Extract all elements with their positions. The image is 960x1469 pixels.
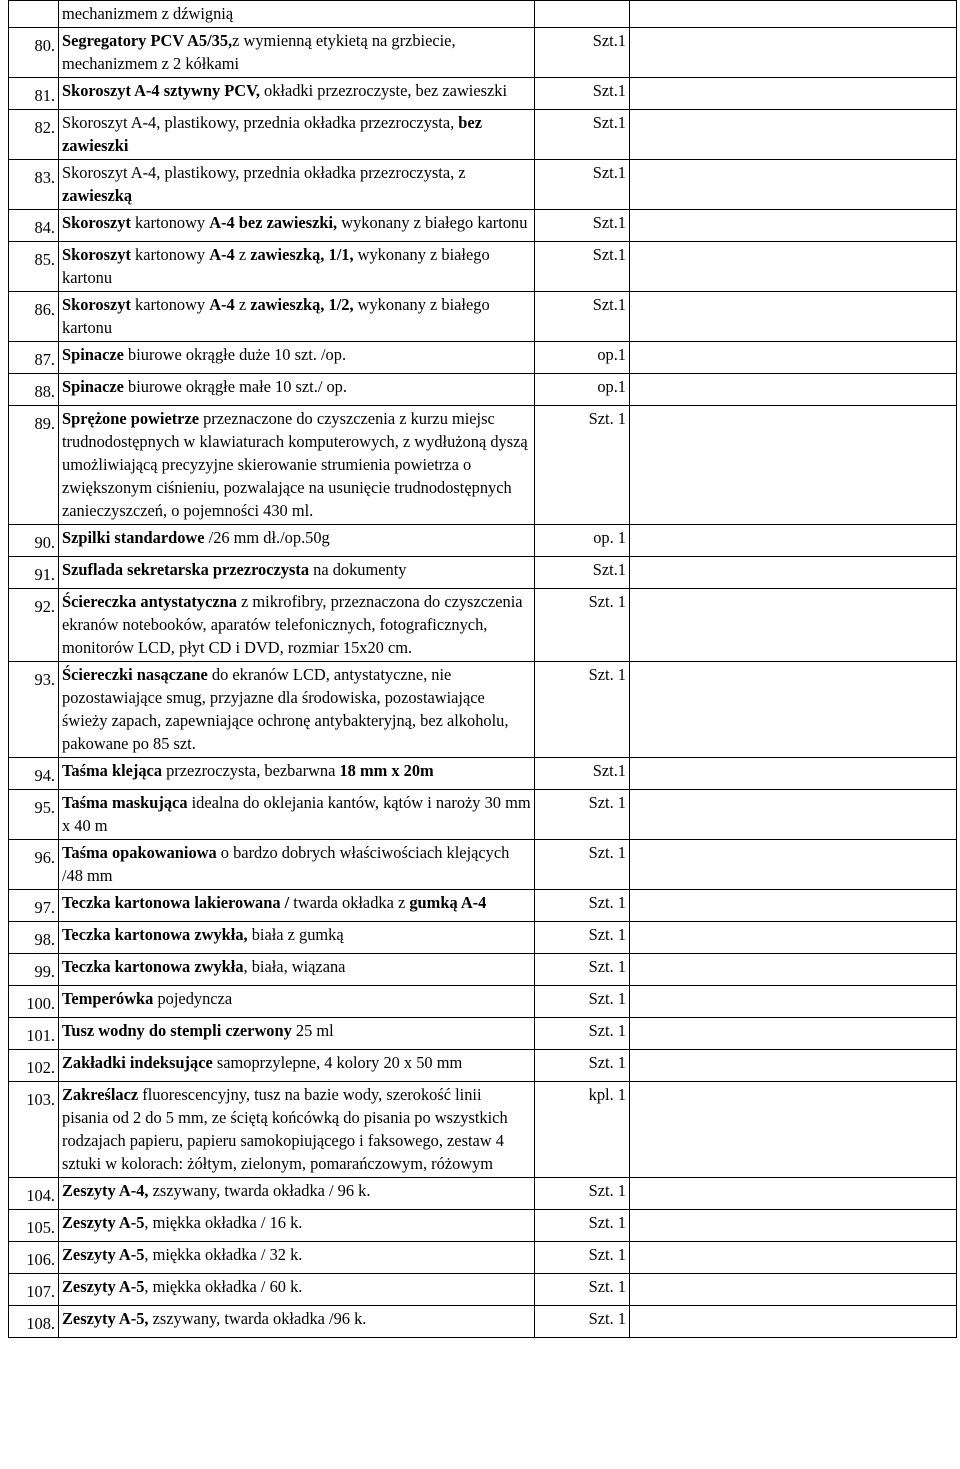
description-text: wykonany z białego kartonu [62,295,490,337]
item-empty-cell [630,986,957,1018]
item-number-text: 99. [34,962,55,981]
item-empty-cell [630,210,957,242]
description-text: mechanizmem z dźwignią [62,4,234,23]
description-bold-text: zawieszką, 1/1, [250,245,354,264]
item-number [9,242,59,292]
item-number-text: 93. [34,670,55,689]
item-number [9,1018,59,1050]
item-description [59,525,535,557]
item-empty-cell [630,758,957,790]
item-unit-quantity: Szt.1 [535,28,630,78]
item-empty-cell [630,1082,957,1178]
description-text: z mikrofibry, przeznaczona do czyszczenia ekranów notebooków, aparatów telefonicznych, fotograficznych, monitorów LCD, płyt CD i DVD, rozmiar 15x20 cm. [62,592,523,657]
item-empty-cell [630,160,957,210]
item-description [59,790,535,840]
description-bold-text: Spinacze [62,377,124,396]
description-text: przeznaczone do czyszczenia z kurzu miejsc trudnodostępnych w klawiaturach komputerowych, z wydłużoną dyszą umożliwiającą precyzyjne skierowanie strumienia powietrza o zwiększonym ciśnieniu, pozwalające na usunięcie trudnodostępnych zanieczyszczeń, o pojemności 430 ml. [62,409,528,520]
description-text: , miękka okładka / 16 k. [144,1213,303,1232]
item-description [59,1178,535,1210]
description-bold-text: Skoroszyt [62,245,131,264]
table-row [9,986,957,1018]
item-unit-quantity: Szt. 1 [535,1178,630,1210]
table-row [9,922,957,954]
item-number [9,890,59,922]
description-bold-text: Zeszyty A-5, [62,1309,149,1328]
item-unit-quantity: Szt. 1 [535,840,630,890]
item-number-text: 95. [34,798,55,817]
description-bold-text: Skoroszyt [62,295,131,314]
item-description [59,1,535,28]
table-row [9,890,957,922]
description-text: Skoroszyt A-4, plastikowy, przednia okładka przezroczysta, [62,113,459,132]
description-bold-text: 18 mm x 20m [339,761,434,780]
table-row [9,954,957,986]
item-description [59,1082,535,1178]
description-text: wykonany z białego kartonu [337,213,528,232]
item-description [59,890,535,922]
item-number-text: 90. [34,533,55,552]
item-number-text: 84. [34,218,55,237]
table-row [9,110,957,160]
item-empty-cell [630,790,957,840]
item-empty-cell [630,1050,957,1082]
description-text: biurowe okrągłe duże 10 szt. /op. [123,345,347,364]
item-number [9,1,59,28]
item-number [9,954,59,986]
description-bold-text: Taśma opakowaniowa [62,843,217,862]
description-bold-text: Zeszyty A-5 [62,1277,145,1296]
item-number-text: 97. [34,898,55,917]
item-number [9,1050,59,1082]
table-row [9,406,957,525]
description-bold-text: Skoroszyt A-4 sztywny PCV, [62,81,260,100]
item-number [9,662,59,758]
description-bold-text: Taśma klejąca [62,761,163,780]
description-bold-text: Spinacze [62,345,124,364]
item-number-text: 96. [34,848,55,867]
table-row [9,840,957,890]
item-description [59,840,535,890]
description-text: 25 ml [291,1021,334,1040]
description-text: biurowe okrągłe małe 10 szt./ op. [123,377,347,396]
description-bold-text: Sprężone powietrze [62,409,199,428]
table-row [9,28,957,78]
table-row [9,78,957,110]
item-unit-quantity: Szt. 1 [535,1242,630,1274]
item-empty-cell [630,890,957,922]
item-empty-cell [630,242,957,292]
description-text: samoprzylepne, 4 kolory 20 x 50 mm [212,1053,463,1072]
description-bold-text: zawieszką, 1/2, [250,295,354,314]
item-unit-quantity: op.1 [535,342,630,374]
item-number [9,1274,59,1306]
item-unit-quantity: Szt. 1 [535,406,630,525]
description-text: przezroczysta, bezbarwna [162,761,340,780]
item-number [9,1082,59,1178]
item-unit-quantity: Szt. 1 [535,1306,630,1338]
table-row [9,1274,957,1306]
item-empty-cell [630,922,957,954]
description-bold-text: Szuflada sekretarska przezroczysta [62,560,310,579]
item-description [59,1050,535,1082]
table-row [9,589,957,662]
description-bold-text: Zakładki indeksujące [62,1053,213,1072]
description-bold-text: Zeszyty A-5 [62,1213,145,1232]
description-bold-text: A-4 bez zawieszki, [209,213,338,232]
items-table [8,0,957,1338]
item-number [9,790,59,840]
item-empty-cell [630,557,957,589]
item-unit-quantity: op. 1 [535,525,630,557]
item-unit-quantity [535,1,630,28]
description-text: Skoroszyt A-4, plastikowy, przednia okładka przezroczysta, z [62,163,466,182]
item-description [59,210,535,242]
description-bold-text: bez zawieszki [62,113,482,155]
description-bold-text: Temperówka [62,989,154,1008]
item-empty-cell [630,589,957,662]
item-empty-cell [630,406,957,525]
item-number-text: 106. [26,1250,55,1269]
item-number [9,28,59,78]
item-description [59,557,535,589]
item-unit-quantity: Szt. 1 [535,1210,630,1242]
description-bold-text: Ściereczki nasączane [62,665,208,684]
items-table-body [9,1,957,1338]
item-number [9,406,59,525]
item-empty-cell [630,1178,957,1210]
item-unit-quantity: Szt. 1 [535,589,630,662]
description-bold-text: Skoroszyt [62,213,131,232]
item-empty-cell [630,1210,957,1242]
item-number-text: 102. [26,1058,55,1077]
item-unit-quantity: Szt. 1 [535,986,630,1018]
table-row [9,1242,957,1274]
item-empty-cell [630,954,957,986]
item-description [59,374,535,406]
description-bold-text: Ściereczka antystatyczna [62,592,237,611]
item-empty-cell [630,1,957,28]
item-unit-quantity: Szt. 1 [535,890,630,922]
item-number [9,342,59,374]
item-empty-cell [630,110,957,160]
description-bold-text: Taśma maskująca [62,793,188,812]
item-number [9,922,59,954]
description-text: , miękka okładka / 60 k. [144,1277,303,1296]
table-row [9,292,957,342]
item-description [59,110,535,160]
item-unit-quantity: Szt. 1 [535,662,630,758]
item-empty-cell [630,1274,957,1306]
item-number [9,160,59,210]
item-number-text: 98. [34,930,55,949]
item-unit-quantity: Szt. 1 [535,1018,630,1050]
item-number-text: 85. [34,250,55,269]
item-number [9,210,59,242]
description-text: zszywany, twarda okładka /96 k. [148,1309,367,1328]
item-description [59,922,535,954]
item-number-text: 92. [34,597,55,616]
item-empty-cell [630,342,957,374]
item-description [59,160,535,210]
item-number-text: 107. [26,1282,55,1301]
item-unit-quantity: Szt.1 [535,292,630,342]
table-row [9,342,957,374]
item-empty-cell [630,374,957,406]
description-bold-text: Zeszyty A-4, [62,1181,149,1200]
item-unit-quantity: Szt. 1 [535,1050,630,1082]
item-number-text: 101. [26,1026,55,1045]
table-row [9,525,957,557]
description-bold-text: Szpilki standardowe [62,528,205,547]
description-text: kartonowy [130,295,210,314]
item-empty-cell [630,1306,957,1338]
item-unit-quantity: Szt.1 [535,110,630,160]
table-row [9,160,957,210]
description-text: do ekranów LCD, antystatyczne, nie pozostawiające smug, przyjazne dla środowiska, pozostawiające świeży zapach, zapewniające ochronę antybakteryjną, bez alkoholu, pakowane po 85 szt. [62,665,509,753]
item-description [59,986,535,1018]
item-unit-quantity: Szt.1 [535,242,630,292]
table-row [9,1018,957,1050]
description-bold-text: Tusz wodny do stempli czerwony [62,1021,292,1040]
item-number [9,1210,59,1242]
item-empty-cell [630,1242,957,1274]
table-row [9,1082,957,1178]
description-bold-text: gumką A-4 [409,893,487,912]
description-text: twarda okładka z [289,893,410,912]
item-unit-quantity: Szt. 1 [535,1274,630,1306]
description-bold-text: A-4 [209,295,235,314]
table-row [9,1210,957,1242]
table-row [9,210,957,242]
description-text: kartonowy [130,245,210,264]
item-unit-quantity: op.1 [535,374,630,406]
item-unit-quantity: kpl. 1 [535,1082,630,1178]
description-bold-text: Teczka kartonowa lakierowana / [62,893,290,912]
description-text: z wymienną etykietą na grzbiecie, mechanizmem z 2 kółkami [62,31,456,73]
item-description [59,1306,535,1338]
description-text: fluorescencyjny, tusz na bazie wody, szerokość linii pisania od 2 do 5 mm, ze ściętą końcówką do pisania po wszystkich rodzajach papieru, papieru samokopiującego i faksowego, zestaw 4 sztuki w kolorach: żółtym, zielonym, pomarańczowym, różowym [62,1085,508,1173]
item-description [59,758,535,790]
item-description [59,292,535,342]
item-number [9,840,59,890]
table-row [9,242,957,292]
item-unit-quantity: Szt. 1 [535,954,630,986]
item-number-text: 103. [26,1090,55,1109]
item-number [9,1178,59,1210]
description-bold-text: zawieszką [62,186,133,205]
table-row [9,758,957,790]
table-row [9,790,957,840]
item-number [9,292,59,342]
item-description [59,1242,535,1274]
item-number [9,758,59,790]
item-empty-cell [630,1018,957,1050]
description-text: /26 mm dł./op.50g [204,528,330,547]
item-description [59,1210,535,1242]
description-text: wykonany z białego kartonu [62,245,490,287]
item-number-text: 81. [34,86,55,105]
table-row [9,1306,957,1338]
item-number [9,557,59,589]
item-number-text: 105. [26,1218,55,1237]
table-row [9,1050,957,1082]
item-number-text: 83. [34,168,55,187]
item-number-text: 89. [34,414,55,433]
description-bold-text: Zakreślacz [62,1085,139,1104]
item-number [9,986,59,1018]
item-empty-cell [630,78,957,110]
table-row [9,374,957,406]
item-number-text: 86. [34,300,55,319]
item-number-text: 87. [34,350,55,369]
description-text: kartonowy [130,213,210,232]
table-row [9,1178,957,1210]
item-description [59,1274,535,1306]
description-text: zszywany, twarda okładka / 96 k. [148,1181,371,1200]
item-number-text: 82. [34,118,55,137]
item-number-text: 108. [26,1314,55,1333]
item-number-text: 91. [34,565,55,584]
item-description [59,78,535,110]
item-empty-cell [630,28,957,78]
item-description [59,242,535,292]
description-text: z [234,295,251,314]
item-description [59,1018,535,1050]
item-description [59,406,535,525]
item-number-text: 94. [34,766,55,785]
description-text: o bardzo dobrych właściwościach klejących /48 mm [62,843,510,885]
item-unit-quantity: Szt. 1 [535,790,630,840]
description-bold-text: Segregatory PCV A5/35, [62,31,233,50]
description-bold-text: Teczka kartonowa zwykła [62,957,244,976]
table-row [9,1,957,28]
table-row [9,662,957,758]
item-unit-quantity: Szt.1 [535,210,630,242]
description-text: okładki przezroczyste, bez zawieszki [259,81,508,100]
description-text: , biała, wiązana [243,957,346,976]
item-unit-quantity: Szt.1 [535,758,630,790]
item-description [59,589,535,662]
item-number [9,525,59,557]
item-number-text: 80. [34,36,55,55]
item-unit-quantity: Szt.1 [535,160,630,210]
item-unit-quantity: Szt.1 [535,78,630,110]
item-empty-cell [630,525,957,557]
item-empty-cell [630,840,957,890]
description-bold-text: A-4 [209,245,235,264]
item-description [59,954,535,986]
description-text: , miękka okładka / 32 k. [144,1245,303,1264]
item-number [9,110,59,160]
item-unit-quantity: Szt. 1 [535,922,630,954]
description-text: pojedyncza [153,989,233,1008]
item-number [9,589,59,662]
item-number-text: 104. [26,1186,55,1205]
description-text: z [234,245,251,264]
description-bold-text: Teczka kartonowa zwykła, [62,925,248,944]
description-text: biała z gumką [247,925,344,944]
item-number [9,1306,59,1338]
item-description [59,28,535,78]
item-empty-cell [630,662,957,758]
item-number [9,78,59,110]
table-row [9,557,957,589]
description-text: na dokumenty [309,560,407,579]
item-description [59,342,535,374]
item-empty-cell [630,292,957,342]
item-number-text: 100. [26,994,55,1013]
description-bold-text: Zeszyty A-5 [62,1245,145,1264]
item-unit-quantity: Szt.1 [535,557,630,589]
item-description [59,662,535,758]
item-number-text: 88. [34,382,55,401]
item-number [9,1242,59,1274]
description-text: idealna do oklejania kantów, kątów i naroży 30 mm x 40 m [62,793,531,835]
item-number [9,374,59,406]
